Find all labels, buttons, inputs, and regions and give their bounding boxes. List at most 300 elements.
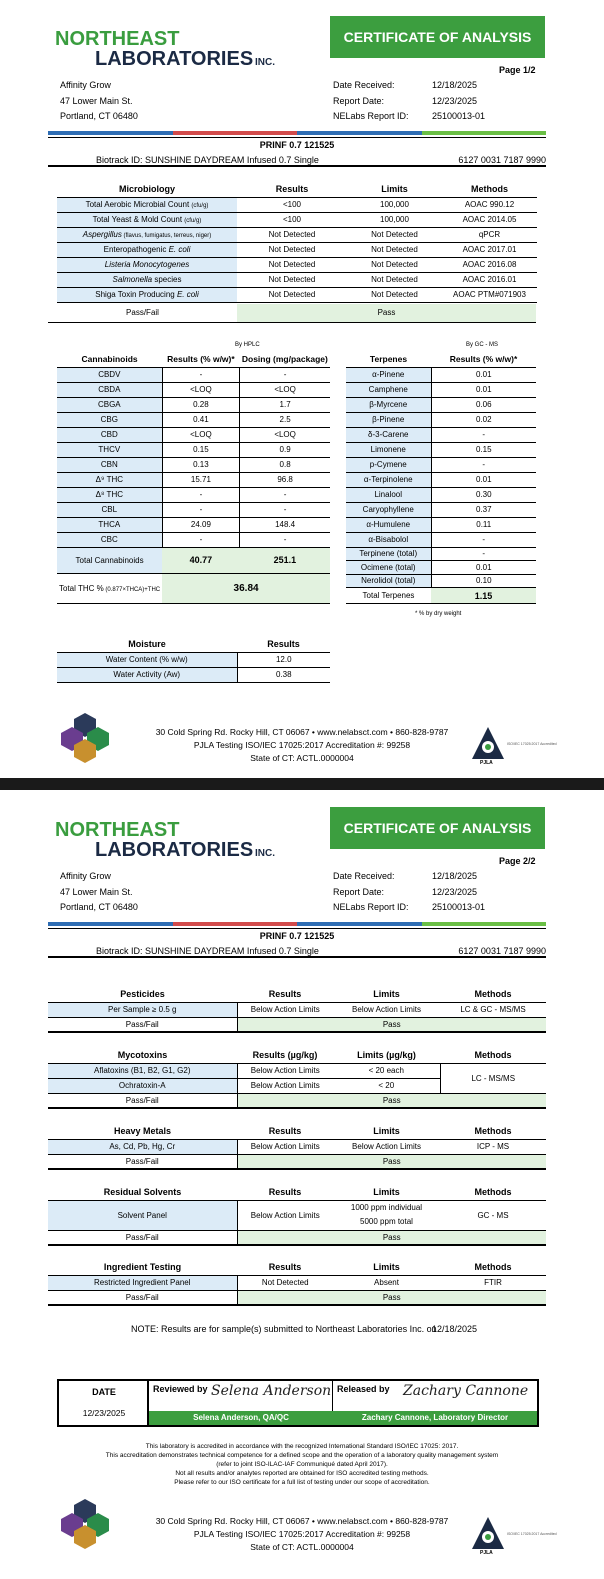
cannabinoid-result: - xyxy=(162,367,240,382)
accreditation-line: This accreditation demonstrates technical competence for a defined scope and the operation of a laboratory quality management system xyxy=(105,1452,499,1459)
report-id-label: NELabs Report ID: xyxy=(333,902,409,912)
total-terpenes-label: Total Terpenes xyxy=(362,591,415,600)
cannabinoid-name: CBDA xyxy=(57,382,162,397)
ingr-header-name: Ingredient Testing xyxy=(103,1262,182,1273)
terpene-name: δ-3-Carene xyxy=(346,427,431,442)
pjla-text: PJLA xyxy=(480,760,493,766)
cannabinoid-name: CBC xyxy=(57,532,162,547)
report-page-1 xyxy=(0,0,604,778)
signoff-box xyxy=(57,1379,539,1427)
barcode-number: 6127 0031 7187 9990 xyxy=(458,946,546,956)
reviewed-cell xyxy=(149,1381,333,1425)
terpene-name: Ocimene (total) xyxy=(346,561,431,575)
report-meta-values xyxy=(432,869,485,916)
mycotoxins-table xyxy=(48,1048,546,1109)
report-meta-values xyxy=(432,78,485,125)
moisture-value: 12.0 xyxy=(237,652,330,667)
micro-result: Not Detected xyxy=(268,290,316,299)
metal-header-name: Heavy Metals xyxy=(113,1126,172,1137)
micro-result: <100 xyxy=(282,215,302,224)
ingredient-result: Not Detected xyxy=(237,1275,333,1290)
table-row xyxy=(57,382,330,397)
micro-item: Enteropathogenic E. coli xyxy=(57,242,237,257)
table-row xyxy=(57,667,330,682)
micro-method: AOAC 2017.01 xyxy=(462,245,517,254)
table-row xyxy=(57,573,330,603)
accreditation-statement xyxy=(0,1442,604,1487)
micro-result: Not Detected xyxy=(268,260,316,269)
cann-header-dosing: Dosing (mg/package) xyxy=(241,354,328,365)
signoff-date-cell xyxy=(59,1381,149,1425)
sample-info xyxy=(48,137,546,167)
myco-method: LC - MS/MS xyxy=(440,1063,546,1093)
micro-method: AOAC 2016.01 xyxy=(462,275,517,284)
table-row xyxy=(57,502,330,517)
solv-header-limits: Limits xyxy=(373,1187,400,1198)
company-logo xyxy=(55,819,285,859)
dry-weight-note: * % by dry weight xyxy=(415,611,462,617)
solvent-item: Solvent Panel xyxy=(48,1200,237,1230)
cannabinoid-name: THCA xyxy=(57,517,162,532)
footer-address: 30 Cold Spring Rd. Rocky Hill, CT 06067 • www.nelabsct.com • 860-828-9787 xyxy=(155,1516,449,1526)
metal-header-results: Results xyxy=(268,1126,302,1137)
micro-limit: Not Detected xyxy=(371,230,418,239)
micro-item: Total Yeast & Mold Count (cfu/g) xyxy=(57,212,237,227)
table-row xyxy=(48,1002,546,1017)
client-city: Portland, CT 06480 xyxy=(60,902,138,912)
ingredient-limit: Absent xyxy=(374,1278,399,1287)
report-date-label: Report Date: xyxy=(333,95,385,106)
moisture-item: Water Activity (Aw) xyxy=(57,667,237,682)
cannabinoid-dosing: 1.7 xyxy=(240,397,330,412)
logo-line1: NORTHEAST xyxy=(55,28,180,50)
report-date: 12/23/2025 xyxy=(432,886,478,897)
signoff-date: 12/23/2025 xyxy=(82,1408,126,1418)
terpene-name: α-Humulene xyxy=(346,517,431,532)
passfail-value: Pass xyxy=(237,1093,546,1108)
cannabinoid-dosing: 148.4 xyxy=(240,517,330,532)
accreditation-line: This laboratory is accredited in accordance with the recognized International Standard ISO/IEC 17025: 2017. xyxy=(145,1443,459,1450)
metal-method: ICP - MS xyxy=(476,1142,510,1151)
table-row xyxy=(346,574,536,588)
table-row xyxy=(346,367,536,382)
iso-mark: ISO/IEC 17025:2017 Accredited xyxy=(507,742,557,746)
client-address xyxy=(60,78,138,125)
pest-header-methods: Methods xyxy=(474,989,512,1000)
myco-header-results: Results (µg/kg) xyxy=(252,1050,318,1061)
table-row xyxy=(346,472,536,487)
solv-header-results: Results xyxy=(268,1187,302,1198)
table-row xyxy=(346,382,536,397)
passfail-value: Pass xyxy=(237,1230,546,1245)
cannabinoid-result: - xyxy=(162,487,240,502)
accreditation-line: Not all results and/or analytes reported are obtained for ISO accredited testing methods. xyxy=(175,1470,429,1477)
table-row xyxy=(346,457,536,472)
cannabinoid-rows xyxy=(57,367,330,547)
terpene-result: 0.01 xyxy=(431,367,536,382)
solvent-result: Below Action Limits xyxy=(237,1200,333,1230)
total-thc-label: Total THC % (0.877×THCA)+THC xyxy=(59,583,161,593)
cannabinoid-result: 0.28 xyxy=(162,397,240,412)
ingr-header-limits: Limits xyxy=(373,1262,400,1273)
myco-limit: < 20 each xyxy=(368,1066,404,1075)
table-row xyxy=(57,517,330,532)
client-address xyxy=(60,869,138,916)
total-cannabinoids-mg: 251.1 xyxy=(240,547,330,573)
releaser-name: Zachary Cannone, Laboratory Director xyxy=(333,1411,537,1425)
terpene-name: Nerolidol (total) xyxy=(346,574,431,588)
table-row xyxy=(346,427,536,442)
pjla-text: PJLA xyxy=(480,1550,493,1556)
terpene-result: 0.01 xyxy=(431,561,536,575)
residual-solvents-table xyxy=(48,1185,546,1246)
myco-result: Below Action Limits xyxy=(237,1078,333,1093)
terpene-result: 0.30 xyxy=(431,487,536,502)
ingredient-method: FTIR xyxy=(484,1278,502,1287)
ingredient-item: Restricted Ingredient Panel xyxy=(48,1275,237,1290)
results-note-date: 12/18/2025 xyxy=(432,1324,478,1334)
client-city: Portland, CT 06480 xyxy=(60,111,138,121)
terpene-result: 0.06 xyxy=(431,397,536,412)
cannabinoid-dosing: 96.8 xyxy=(240,472,330,487)
gcms-label: By GC - MS xyxy=(466,342,499,348)
company-logo xyxy=(55,28,285,68)
logo-line2: LABORATORIES xyxy=(95,839,254,861)
cannabinoid-dosing: - xyxy=(240,532,330,547)
ingr-header-methods: Methods xyxy=(474,1262,512,1273)
myco-header-limits: Limits (µg/kg) xyxy=(357,1050,416,1061)
terpene-result: 0.01 xyxy=(431,472,536,487)
table-row xyxy=(57,212,537,227)
terpene-name: Caryophyllene xyxy=(346,502,431,517)
client-name: Affinity Grow xyxy=(60,80,111,90)
metal-header-limits: Limits xyxy=(373,1126,400,1137)
pest-limit: Below Action Limits xyxy=(352,1005,421,1014)
terpene-result: - xyxy=(431,532,536,547)
page-number: Page 2/2 xyxy=(499,856,536,866)
terpene-rows xyxy=(346,367,536,588)
cannabinoid-name: CBDV xyxy=(57,367,162,382)
micro-limit: Not Detected xyxy=(371,290,418,299)
metal-item: As, Cd, Pb, Hg, Cr xyxy=(48,1139,237,1154)
certificate-title: CERTIFICATE OF ANALYSIS xyxy=(330,807,545,849)
micro-result: Not Detected xyxy=(268,275,316,284)
solvent-method: GC - MS xyxy=(477,1210,509,1220)
micro-header-results: Results xyxy=(275,184,309,195)
myco-header-name: Mycotoxins xyxy=(117,1050,168,1061)
table-row xyxy=(57,412,330,427)
date-received: 12/18/2025 xyxy=(432,871,478,881)
table-row xyxy=(346,588,536,604)
terpene-name: Linalool xyxy=(346,487,431,502)
barcode-number: 6127 0031 7187 9990 xyxy=(458,155,546,165)
ingredient-testing-table xyxy=(48,1260,546,1306)
table-row xyxy=(346,397,536,412)
table-row xyxy=(57,272,537,287)
passfail-label: Pass/Fail xyxy=(125,1019,159,1029)
table-row xyxy=(346,532,536,547)
table-row xyxy=(346,487,536,502)
total-terpenes-value: 1.15 xyxy=(431,588,536,604)
reviewer-name: Selena Anderson, QA/QC xyxy=(149,1411,333,1425)
terpene-name: β-Pinene xyxy=(346,412,431,427)
report-meta-labels xyxy=(333,869,409,916)
footer-address: 30 Cold Spring Rd. Rocky Hill, CT 06067 • www.nelabsct.com • 860-828-9787 xyxy=(155,727,449,737)
biotrack-id: Biotrack ID: SUNSHINE DAYDREAM Infused 0.7 Single xyxy=(96,946,319,956)
metal-header-methods: Methods xyxy=(474,1126,512,1137)
table-row xyxy=(57,532,330,547)
terpene-result: - xyxy=(431,457,536,472)
total-cannabinoids-label: Total Cannabinoids xyxy=(57,547,162,573)
myco-limit: < 20 xyxy=(378,1081,395,1090)
table-row xyxy=(57,442,330,457)
micro-method: AOAC 2016.08 xyxy=(462,260,517,269)
table-row xyxy=(346,502,536,517)
micro-header-name: Microbiology xyxy=(119,184,175,195)
logo-inc: INC. xyxy=(255,848,275,859)
table-row xyxy=(57,367,330,382)
pjla-logo-icon xyxy=(470,1513,557,1556)
cannabinoid-name: Δ⁸ THC xyxy=(57,487,162,502)
terpene-result: 0.01 xyxy=(431,382,536,397)
pest-header-name: Pesticides xyxy=(120,989,165,1000)
micro-item: Salmonella species xyxy=(57,272,237,287)
results-note: NOTE: Results are for sample(s) submitted to Northeast Laboratories Inc. on xyxy=(131,1324,437,1334)
table-row xyxy=(48,1200,546,1230)
micro-result: <100 xyxy=(282,200,302,209)
ingr-header-results: Results xyxy=(268,1262,302,1273)
table-row xyxy=(57,197,537,212)
cannabinoid-name: Δ⁹ THC xyxy=(57,472,162,487)
myco-result: Below Action Limits xyxy=(237,1063,333,1078)
passfail-label: Pass/Fail xyxy=(125,1232,159,1242)
terpene-result: 0.15 xyxy=(431,442,536,457)
table-row xyxy=(346,547,536,561)
table-row xyxy=(48,1093,546,1108)
micro-limit: 100,000 xyxy=(380,215,409,224)
solvent-limit: 1000 ppm individual 5000 ppm total xyxy=(350,1203,423,1226)
terpene-name: Camphene xyxy=(346,382,431,397)
micro-limit: Not Detected xyxy=(371,275,418,284)
terp-header-name: Terpenes xyxy=(369,354,408,365)
footer-state: State of CT: ACTL.0000004 xyxy=(250,1542,354,1552)
table-row xyxy=(57,652,330,667)
cannabinoid-result: 0.41 xyxy=(162,412,240,427)
table-row xyxy=(57,397,330,412)
client-street: 47 Lower Main St. xyxy=(60,886,133,897)
iso-mark: ISO/IEC 17025:2017 Accredited xyxy=(507,1532,557,1536)
logo-line1: NORTHEAST xyxy=(55,819,180,841)
microbiology-table xyxy=(57,182,537,303)
cannabinoid-result: 15.71 xyxy=(162,472,240,487)
client-name: Affinity Grow xyxy=(60,871,111,881)
micro-method: qPCR xyxy=(478,230,501,239)
micro-limit: Not Detected xyxy=(371,260,418,269)
table-row xyxy=(57,487,330,502)
total-thc-value: 36.84 xyxy=(162,573,330,603)
table-row xyxy=(48,1230,546,1245)
footer-pjla: PJLA Testing ISO/IEC 17025:2017 Accreditation #: 99258 xyxy=(193,1529,411,1539)
table-row xyxy=(48,1063,546,1078)
moisture-table xyxy=(57,637,330,683)
moisture-value: 0.38 xyxy=(237,667,330,682)
cann-header-name: Cannabinoids xyxy=(81,354,138,365)
passfail-value: Pass xyxy=(237,1017,546,1032)
date-received-label: Date Received: xyxy=(333,80,395,90)
biotrack-id: Biotrack ID: SUNSHINE DAYDREAM Infused 0.7 Single xyxy=(96,155,319,165)
terpenes-table xyxy=(346,352,536,604)
terpene-name: α-Terpinolene xyxy=(346,472,431,487)
cannabinoid-dosing: - xyxy=(240,502,330,517)
micro-limit: Not Detected xyxy=(371,245,418,254)
passfail-label: Pass/Fail xyxy=(125,1292,159,1302)
cannabinoid-dosing: - xyxy=(240,487,330,502)
micro-limit: 100,000 xyxy=(380,200,409,209)
report-meta-labels xyxy=(333,78,409,125)
report-date: 12/23/2025 xyxy=(432,95,478,106)
terpene-result: 0.37 xyxy=(431,502,536,517)
cannabinoid-name: CBD xyxy=(57,427,162,442)
moist-header-results: Results xyxy=(267,639,300,650)
cannabinoids-table xyxy=(57,352,330,604)
cannabinoid-dosing: - xyxy=(240,367,330,382)
total-cannabinoids-pct: 40.77 xyxy=(162,547,240,573)
accreditation-line: (refer to joint ISO-ILAC-IAF Communiqué dated April 2017). xyxy=(216,1461,388,1468)
moist-header-name: Moisture xyxy=(128,639,166,650)
reviewer-signature: Selena Anderson xyxy=(211,1383,332,1399)
pjla-logo-icon xyxy=(470,723,557,766)
cannabinoid-name: CBN xyxy=(57,457,162,472)
date-received-label: Date Received: xyxy=(333,871,395,881)
released-label: Released by xyxy=(337,1384,390,1394)
cannabinoid-dosing: 0.8 xyxy=(240,457,330,472)
table-row xyxy=(57,242,537,257)
sample-info xyxy=(48,928,546,958)
table-row xyxy=(346,561,536,575)
report-id: 25100013-01 xyxy=(432,111,486,121)
cannabinoid-dosing: <LOQ xyxy=(240,382,330,397)
cannabinoid-name: CBG xyxy=(57,412,162,427)
table-row xyxy=(346,442,536,457)
table-row xyxy=(48,1275,546,1290)
cannabinoid-dosing: 0.9 xyxy=(240,442,330,457)
terpene-result: - xyxy=(431,547,536,561)
micro-header-limits: Limits xyxy=(381,184,408,195)
micro-header-methods: Methods xyxy=(471,184,508,195)
logo-line2: LABORATORIES xyxy=(95,48,254,70)
micro-item: Shiga Toxin Producing E. coli xyxy=(57,287,237,302)
micro-method: AOAC 990.12 xyxy=(464,200,515,209)
table-row xyxy=(48,1139,546,1154)
date-received: 12/18/2025 xyxy=(432,80,478,90)
color-bar xyxy=(48,131,546,135)
hplc-label: By HPLC xyxy=(235,342,260,348)
releaser-signature: Zachary Cannone xyxy=(403,1383,529,1399)
micro-item: Listeria Monocytogenes xyxy=(57,257,237,272)
heavy-metals-table xyxy=(48,1124,546,1170)
pest-header-results: Results xyxy=(268,989,302,1000)
terpene-name: α-Pinene xyxy=(346,367,431,382)
report-date-label: Report Date: xyxy=(333,886,385,897)
terpene-name: Terpinene (total) xyxy=(346,547,431,561)
table-row xyxy=(346,412,536,427)
micro-item: Total Aerobic Microbial Count (cfu/g) xyxy=(57,197,237,212)
terpene-result: 0.10 xyxy=(431,574,536,588)
cannabinoid-result: 24.09 xyxy=(162,517,240,532)
terpene-result: 0.11 xyxy=(431,517,536,532)
client-street: 47 Lower Main St. xyxy=(60,95,133,106)
micro-method: AOAC 2014.05 xyxy=(462,215,517,224)
pest-header-limits: Limits xyxy=(373,989,400,1000)
pesticides-table xyxy=(48,987,546,1033)
cannabinoid-dosing: <LOQ xyxy=(240,427,330,442)
passfail-label: Pass/Fail xyxy=(126,308,159,318)
table-row xyxy=(57,547,330,573)
color-bar xyxy=(48,922,546,926)
micro-item: Aspergillus (flavus, fumigatus, terreus, niger) xyxy=(57,227,237,242)
table-row xyxy=(57,472,330,487)
pest-item: Per Sample ≥ 0.5 g xyxy=(48,1002,237,1017)
table-row xyxy=(57,287,537,302)
cannabinoid-result: - xyxy=(162,502,240,517)
page-separator xyxy=(0,778,604,790)
cannabinoid-result: 0.13 xyxy=(162,457,240,472)
myco-item: Ochratoxin-A xyxy=(48,1078,237,1093)
terpene-result: - xyxy=(431,427,536,442)
cannabinoid-result: <LOQ xyxy=(162,382,240,397)
metal-result: Below Action Limits xyxy=(237,1139,333,1154)
table-row xyxy=(346,517,536,532)
reviewed-label: Reviewed by xyxy=(153,1384,208,1394)
passfail-label: Pass/Fail xyxy=(125,1095,159,1105)
terpene-name: α-Bisabolol xyxy=(346,532,431,547)
report-id-label: NELabs Report ID: xyxy=(333,111,409,121)
sample-code: PRINF 0.7 121525 xyxy=(259,140,335,150)
logo-inc: INC. xyxy=(255,57,275,68)
table-row xyxy=(57,457,330,472)
metal-limit: Below Action Limits xyxy=(352,1142,421,1151)
accreditation-line: Please refer to our ISO certificate for a full list of testing under our scope of accreditation. xyxy=(174,1479,430,1486)
table-row xyxy=(57,227,537,242)
passfail-value: Pass xyxy=(237,1290,546,1305)
terpene-result: 0.02 xyxy=(431,412,536,427)
myco-header-methods: Methods xyxy=(474,1050,512,1061)
solv-header-methods: Methods xyxy=(474,1187,512,1198)
passfail-value: Pass xyxy=(237,1154,546,1169)
signoff-date-label: DATE xyxy=(92,1387,116,1397)
passfail-label: Pass/Fail xyxy=(125,1156,159,1166)
table-row xyxy=(48,1017,546,1032)
terpene-name: Limonene xyxy=(346,442,431,457)
terpene-name: β-Myrcene xyxy=(346,397,431,412)
report-id: 25100013-01 xyxy=(432,902,486,912)
cannabinoid-name: THCV xyxy=(57,442,162,457)
cannabinoid-result: - xyxy=(162,532,240,547)
released-cell xyxy=(333,1381,537,1425)
footer-pjla: PJLA Testing ISO/IEC 17025:2017 Accreditation #: 99258 xyxy=(193,740,411,750)
sample-code: PRINF 0.7 121525 xyxy=(259,931,335,941)
micro-result: Not Detected xyxy=(268,245,316,254)
terp-header-results: Results (% w/w)* xyxy=(449,354,518,365)
cannabinoid-result: <LOQ xyxy=(162,427,240,442)
table-row xyxy=(57,427,330,442)
micro-passfail xyxy=(48,304,536,323)
cannabinoid-result: 0.15 xyxy=(162,442,240,457)
terpene-name: p-Cymene xyxy=(346,457,431,472)
cannabinoid-name: CBGA xyxy=(57,397,162,412)
pest-method: LC & GC - MS/MS xyxy=(460,1005,526,1014)
page-number: Page 1/2 xyxy=(499,65,536,75)
